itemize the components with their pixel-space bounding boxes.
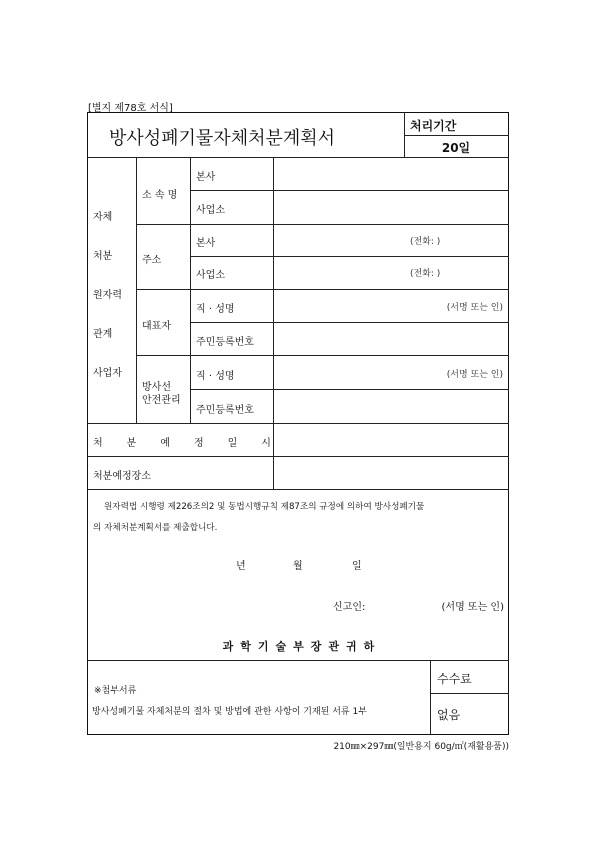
attachment-item: 방사성폐기물 자체처분의 절차 및 방법에 관한 사항이 기재된 서류 1부 (92, 707, 367, 717)
processing-period-value: 20일 (441, 141, 471, 155)
affiliation-site-field[interactable] (275, 196, 508, 222)
affiliation-hq-label: 본사 (196, 172, 216, 183)
group-label-1: 자체 (93, 212, 113, 223)
addressee: 과학기술부장관귀하 (222, 640, 382, 653)
affiliation-hq-field[interactable] (275, 163, 508, 189)
group-label-2: 처분 (93, 251, 113, 262)
disposal-date-field[interactable] (275, 426, 508, 454)
representative-resident-no-label: 주민등록번호 (196, 337, 254, 348)
applicant-signature[interactable]: (서명 또는 인) (441, 602, 504, 613)
disposal-place-field[interactable] (275, 459, 508, 487)
affiliation-site-label: 사업소 (196, 205, 225, 216)
applicant-label: 신고인: (333, 602, 366, 613)
address-site-label: 사업소 (196, 270, 225, 281)
rule-title-bottom (87, 157, 509, 158)
attachment-label: ※첨부서류 (94, 686, 137, 696)
address-hq-label: 본사 (196, 238, 216, 249)
safety-manager-label-1: 방사선 (142, 382, 171, 393)
address-label: 주소 (142, 255, 162, 266)
safety-manager-label-2: 안전관리 (142, 395, 181, 406)
group-label-3: 원자력 (93, 290, 122, 301)
affiliation-label: 소 속 명 (142, 190, 178, 201)
processing-period-label: 처리기간 (410, 119, 457, 133)
document-title: 방사성폐기물자체처분계획서 (108, 128, 336, 149)
date-day: 일 (352, 561, 362, 572)
form-number-label: [별지 제78호 서식] (88, 103, 173, 114)
group-label-5: 사업자 (93, 368, 122, 379)
safety-manager-signature[interactable]: (서명 또는 인) (446, 370, 503, 380)
address-site-phone[interactable]: (전화: ) (410, 269, 441, 279)
fee-value: 없음 (437, 708, 461, 722)
representative-title-name-label: 직 · 성명 (196, 304, 235, 315)
disposal-place-label: 처분예정장소 (93, 471, 151, 482)
group-label-4: 관계 (93, 329, 113, 340)
fee-label: 수수료 (437, 672, 472, 686)
representative-signature[interactable]: (서명 또는 인) (446, 303, 503, 313)
disposal-date-label: 처분예정일시 (93, 438, 295, 449)
statement-line-1: 원자력법 시행령 제226조의2 및 동법시행규칙 제87조의 규정에 의하여 방사성폐기물 (104, 502, 425, 512)
safety-manager-title-name-label: 직 · 성명 (196, 371, 235, 382)
safety-manager-resident-no-label: 주민등록번호 (196, 405, 254, 416)
representative-label: 대표자 (142, 321, 171, 332)
paper-spec-footer: 210㎜×297㎜(일반용지 60g/㎡(재활용품)) (333, 742, 509, 752)
date-month: 월 (293, 561, 303, 572)
statement-line-2: 의 자체처분계획서를 제출합니다. (93, 523, 218, 533)
address-hq-phone[interactable]: (전화: ) (410, 237, 441, 247)
date-year: 년 (236, 561, 246, 572)
rule-processing (404, 135, 509, 136)
